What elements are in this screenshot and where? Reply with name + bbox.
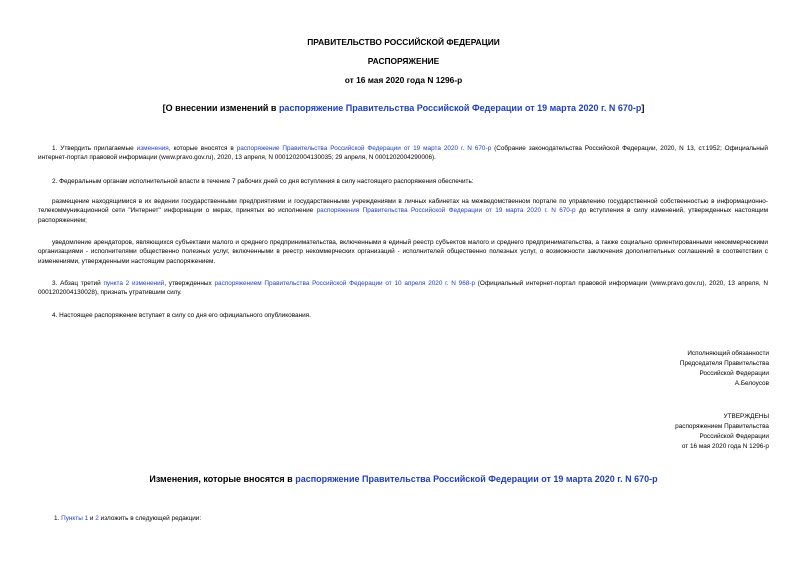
title-suffix: ] [641, 103, 645, 113]
changes-item-1 [54, 514, 754, 523]
approval-block [469, 412, 769, 452]
signature-name: А.Белоусов [734, 379, 769, 387]
approval-line-4: от 16 мая 2020 года N 1296-р [681, 442, 769, 450]
signature-block [469, 349, 769, 389]
p3-text-2: до вступления в силу изменений, утвержденных настоящим распоряжением; [38, 207, 769, 224]
title-link[interactable]: распоряжение Правительства Российской Федерации от 19 марта 2020 г. N 670-р [278, 103, 642, 113]
p1-text-1: 1. Утвердить прилагаемые [52, 145, 137, 152]
document-type-heading: РАСПОРЯЖЕНИЕ [367, 56, 440, 66]
item-1-link[interactable]: Пункты 1 [61, 515, 89, 522]
approval-line-2: распоряжением Правительства [675, 422, 769, 430]
p5-text-3: (Официальный интернет-портал правовой информации (www.pravo.gov.ru), 2020, 13 апреля, N 0001202004130028), признать утратившим силу. [38, 280, 768, 297]
p3-text-1: размещение находящимися в их ведении государственными предприятиями и государственными учреждениями в личных кабинетах на межведомственном портале по управлению государственной собственностью в информационно-телекоммуникационной сети "Интернет" информации о мерах, принятых во исполнение [38, 198, 768, 215]
document-date-number: от 16 мая 2020 года N 1296-р [344, 75, 463, 85]
item-text-1: и [88, 515, 96, 522]
approval-line-3: Российской Федерации [699, 432, 769, 440]
p5-text-2: , утвержденных [164, 280, 215, 287]
changes-link[interactable]: изменения [136, 145, 169, 152]
order-670-link-2[interactable]: распоряжения Правительства Российской Федерации от 19 марта 2020 г. N 670-р [316, 207, 576, 215]
title-prefix: [О внесении изменений в [162, 103, 279, 113]
order-968-link[interactable]: распоряжением Правительства Российской Федерации от 10 апреля 2020 г. N 968-р [214, 280, 476, 287]
signature-line-1: Исполняющий обязанности [687, 350, 769, 357]
signature-line-2: Председателя Правительства [679, 359, 769, 367]
approval-line-1: УТВЕРЖДЕНЫ [723, 413, 769, 420]
changes-title-prefix: Изменения, которые вносятся в [149, 474, 296, 484]
p5-text-1: 3. Абзац третий [52, 280, 104, 287]
item-2-link[interactable]: 2 [95, 515, 99, 522]
item-number: 1. [54, 515, 62, 522]
paragraph-6: 4. Настоящее распоряжение вступает в силу со дня его официального опубликования. [52, 312, 311, 319]
paragraph-4: уведомление арендаторов, являющихся субъектами малого и среднего предпринимательства, включенными в единый реестр субъектов малого и среднего предпринимательства, а также социально ориентированными некоммерческими организациями - исполнителями общественно полезных услуг, включенными в реестр некоммерческих организаций - исполнителей общественно полезных услуг, о возможности заключения дополнительных соглашений в соответствии с изменениями, утвержденными настоящим распоряжением. [38, 239, 768, 265]
order-670-link[interactable]: распоряжение Правительства Российской Федерации от 19 марта 2020 г. N 670-р [236, 145, 492, 152]
signature-line-3: Российской Федерации [699, 369, 769, 377]
document-title [0, 103, 807, 114]
paragraph-1 [38, 144, 768, 163]
government-heading: ПРАВИТЕЛЬСТВО РОССИЙСКОЙ ФЕДЕРАЦИИ [307, 37, 500, 47]
p1-text-3: (Собрание законодательства Российской Федерации, 2020, N 13, ст.1952; Официальный интернет-портал правовой информации (www.pravo.gov.ru), 2020, 13 апреля, N 0001202004130035; 29 апреля, N 0001202004290006). [38, 145, 768, 162]
changes-title [0, 474, 807, 485]
item-text-2: изложить в следующей редакции: [98, 515, 202, 522]
changes-title-link[interactable]: распоряжение Правительства Российской Федерации от 19 марта 2020 г. N 670-р [295, 474, 658, 484]
paragraph-5 [38, 279, 768, 298]
paragraph-3 [38, 197, 768, 225]
item-2-changes-link[interactable]: пункта 2 изменений [103, 280, 165, 287]
p1-text-2: , которые вносятся в [168, 145, 237, 152]
paragraph-2: 2. Федеральным органам исполнительной власти в течение 7 рабочих дней со дня вступления в силу настоящего распоряжения обеспечить: [52, 178, 474, 185]
